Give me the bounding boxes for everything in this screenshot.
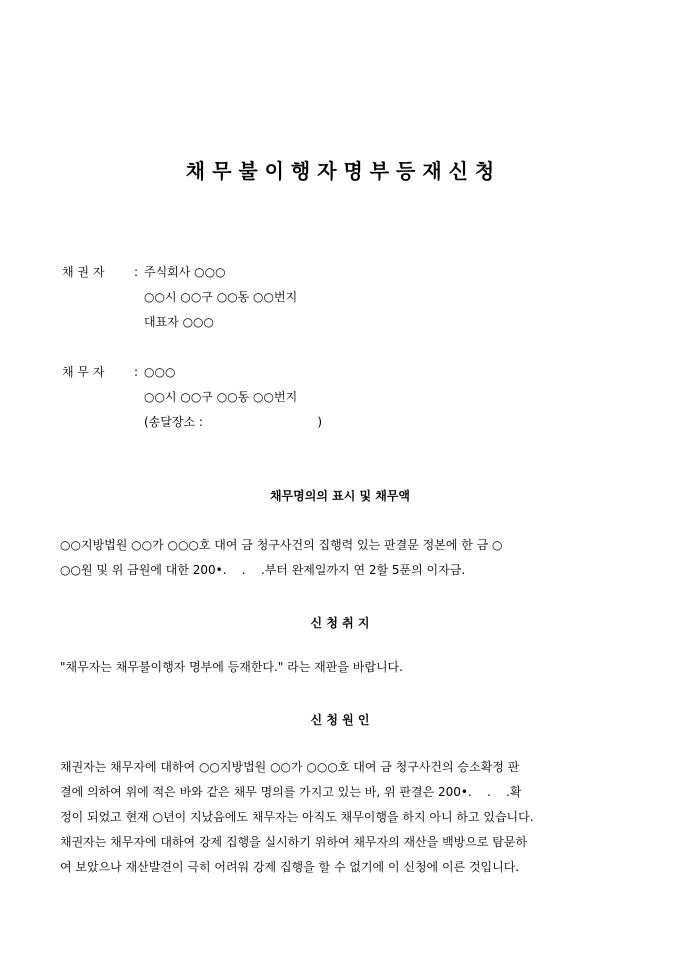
creditor-address: ○○시 ○○구 ○○동 ○○번지 [144,290,298,304]
cause-heading: 신 청 원 인 [310,713,370,727]
creditor-representative: 대표자 ○○○ [144,315,215,329]
debtor-colon: : [134,365,139,379]
cause-line: 여 보았으나 재산발견이 극히 어려워 강제 집행을 할 수 없기에 이 신청에 이른 것입니다. [60,860,520,874]
cause-line: 정이 되었고 현재 ○년이 지났음에도 채무자는 아직도 채무이행을 하지 아니 하고 있습니다. [60,810,534,824]
creditor-name-row [62,260,622,285]
purpose-paragraph [60,655,625,680]
debtor-label: 채 무 자 [62,365,105,379]
debtor-address-row [62,385,622,410]
creditor-address-row [62,285,622,310]
debtor-block [62,360,622,435]
debt-title-heading: 채무명의의 표시 및 채무액 [269,489,411,503]
document-title: 채 무 불 이 행 자 명 부 등 재 신 청 [185,159,495,183]
cause-line: 채권자는 채무자에 대하여 강제 집행을 실시하기 위하여 채무자의 재산을 백방으로 탐문하 [60,835,528,849]
creditor-colon: : [134,265,139,279]
debtor-address: ○○시 ○○구 ○○동 ○○번지 [144,390,298,404]
debtor-name: ○○○ [144,365,176,379]
cause-paragraph [60,755,625,880]
purpose-text: "채무자는 채무불이행자 명부에 등재한다." 라는 재판을 바랍니다. [60,660,403,674]
creditor-representative-row [62,310,622,335]
cause-line: 결에 의하여 위에 적은 바와 같은 채무 명의를 가지고 있는 바, 위 판결은 200•. . .확 [60,785,522,799]
debtor-service-address: (송달장소 : ) [144,415,323,429]
debtor-name-row [62,360,622,385]
debt-title-line: ○○원 및 위 금원에 대한 200•. . .부터 완제일까지 연 2할 5푼의 이자금. [60,563,466,577]
creditor-name: 주식회사 ○○○ [144,265,226,279]
debt-title-paragraph [60,533,625,583]
creditor-label: 채 권 자 [62,265,105,279]
purpose-heading: 신 청 취 지 [310,616,370,630]
creditor-block [62,260,622,335]
debt-title-line: ○○지방법원 ○○가 ○○○호 대여 금 청구사건의 집행력 있는 판결문 정본에 한 금 ○ [60,538,503,552]
cause-line: 채권자는 채무자에 대하여 ○○지방법원 ○○가 ○○○호 대여 금 청구사건의 승소확정 판 [60,760,520,774]
debtor-service-address-row [62,410,622,435]
